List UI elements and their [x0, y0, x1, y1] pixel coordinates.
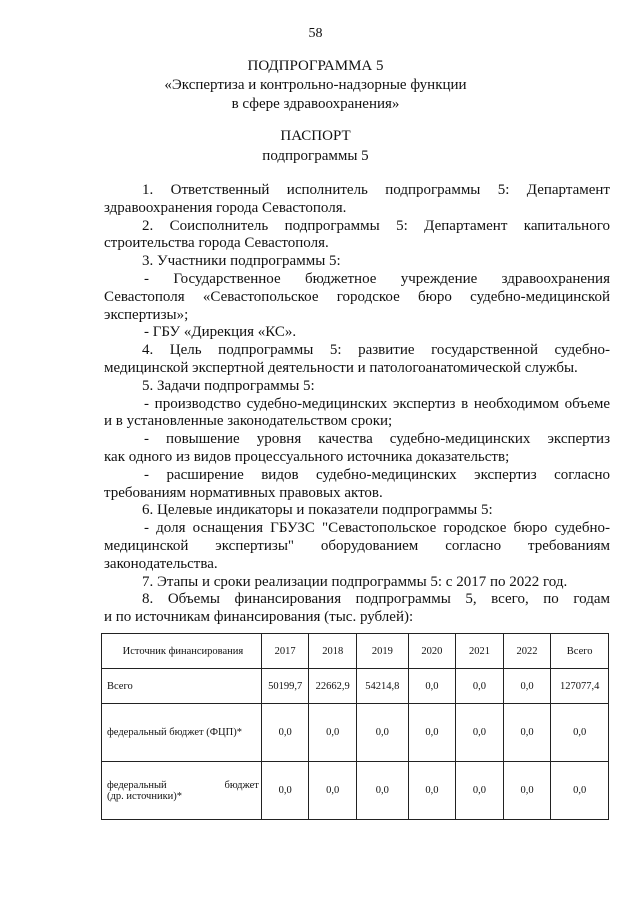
table-cell: 0,0 — [357, 762, 409, 820]
table-cell-source: Всего — [102, 669, 262, 704]
passport-title: ПАСПОРТ — [280, 128, 351, 144]
table-cell: 0,0 — [261, 704, 309, 762]
item-5-line3: - повышение уровня качества судебно-медицинских экспертиз — [144, 431, 610, 448]
table-header-cell: 2021 — [456, 634, 504, 669]
table-cell: 0,0 — [456, 762, 504, 820]
table-cell-source: федеральный бюджет (ФЦП)* — [102, 704, 262, 762]
item-3-line1: - Государственное бюджетное учреждение здравоохранения — [144, 271, 610, 287]
item-3-line2: Севастополя «Севастопольское городское бюро судебно-медицинской — [104, 288, 610, 305]
table-header-cell: Всего — [551, 634, 609, 669]
item-4-line1: 4. Цель подпрограммы 5: развитие государственной судебно- — [142, 342, 610, 359]
table-cell: 127077,4 — [551, 669, 609, 704]
table-cell: 0,0 — [503, 669, 551, 704]
item-2-line2: строительства города Севастополя. — [104, 235, 329, 252]
table-row — [102, 669, 609, 704]
passport-subtitle: подпрограммы 5 — [262, 148, 369, 164]
page-number: 58 — [308, 26, 323, 41]
table-row — [102, 704, 609, 762]
table-header-row — [102, 634, 609, 669]
table-cell: 0,0 — [261, 762, 309, 820]
item-8-line2: и по источникам финансирования (тыс. рублей): — [104, 609, 414, 626]
source-word-b: бюджет — [224, 779, 259, 791]
subprogram-title: ПОДПРОГРАММА 5 — [247, 58, 384, 74]
source-line-a — [107, 780, 259, 791]
table-cell: 0,0 — [408, 762, 456, 820]
table-cell: 0,0 — [357, 704, 409, 762]
item-1-line2: здравоохранения города Севастополя. — [104, 199, 347, 216]
item-6-line3: законодательства. — [104, 555, 218, 572]
item-6-heading: 6. Целевые индикаторы и показатели подпрограммы 5: — [142, 502, 493, 519]
table-cell: 0,0 — [456, 669, 504, 704]
table-cell: 54214,8 — [357, 669, 409, 704]
table-cell: 0,0 — [503, 704, 551, 762]
table-header-cell: 2020 — [408, 634, 456, 669]
item-8-line1: 8. Объемы финансирования подпрограммы 5, всего, по годам — [142, 591, 610, 608]
table-header-cell: 2022 — [503, 634, 551, 669]
item-2-line1: 2. Соисполнитель подпрограммы 5: Департамент капитального — [142, 217, 610, 234]
item-5-line1: - производство судебно-медицинских экспертиз в необходимом объеме — [144, 395, 610, 412]
item-7: 7. Этапы и сроки реализации подпрограммы 5: с 2017 по 2022 год. — [142, 573, 568, 590]
item-3-line3: экспертизы»; — [104, 306, 189, 323]
item-5-line2: и в установленные законодательством сроки; — [104, 413, 393, 430]
table-cell: 0,0 — [551, 762, 609, 820]
table-header-cell: 2017 — [261, 634, 309, 669]
subprogram-subtitle-line1: «Экспертиза и контрольно-надзорные функции — [164, 77, 467, 93]
table-header-cell: Источник финансирования — [102, 634, 262, 669]
item-5-line4: как одного из видов процессуального источника доказательств; — [104, 449, 510, 465]
table-cell: 0,0 — [309, 762, 357, 820]
item-4-line2: медицинской экспертной деятельности и патологоанатомической службы. — [104, 360, 578, 376]
table-cell: 0,0 — [408, 704, 456, 762]
table-cell: 0,0 — [456, 704, 504, 762]
table-cell: 0,0 — [503, 762, 551, 820]
item-6-line1: - доля оснащения ГБУЗС "Севастопольское городское бюро судебно- — [144, 520, 610, 537]
table-header-cell: 2018 — [309, 634, 357, 669]
item-3-line4: - ГБУ «Дирекция «КС». — [144, 324, 297, 341]
source-word-a: федеральный — [107, 779, 167, 791]
table-cell: 0,0 — [309, 704, 357, 762]
source-line-b: (др. источники)* — [107, 790, 183, 802]
table-cell-source — [102, 762, 262, 820]
table-cell: 0,0 — [551, 704, 609, 762]
table-cell: 50199,7 — [261, 669, 309, 704]
item-5-line6: требованиям нормативных правовых актов. — [104, 484, 383, 501]
table-cell: 22662,9 — [309, 669, 357, 704]
item-3-heading: 3. Участники подпрограммы 5: — [142, 253, 341, 270]
subprogram-subtitle-line2: в сфере здравоохранения» — [231, 96, 400, 112]
table-row — [102, 762, 609, 820]
item-5-line5: - расширение видов судебно-медицинских экспертиз согласно — [144, 466, 610, 483]
item-6-line2: медицинской экспертизы" оборудованием согласно требованиям — [104, 538, 610, 554]
item-5-heading: 5. Задачи подпрограммы 5: — [142, 377, 315, 394]
table-header-cell: 2019 — [357, 634, 409, 669]
financing-table — [101, 633, 609, 820]
item-1-line1: 1. Ответственный исполнитель подпрограммы 5: Департамент — [142, 182, 610, 198]
table-cell: 0,0 — [408, 669, 456, 704]
